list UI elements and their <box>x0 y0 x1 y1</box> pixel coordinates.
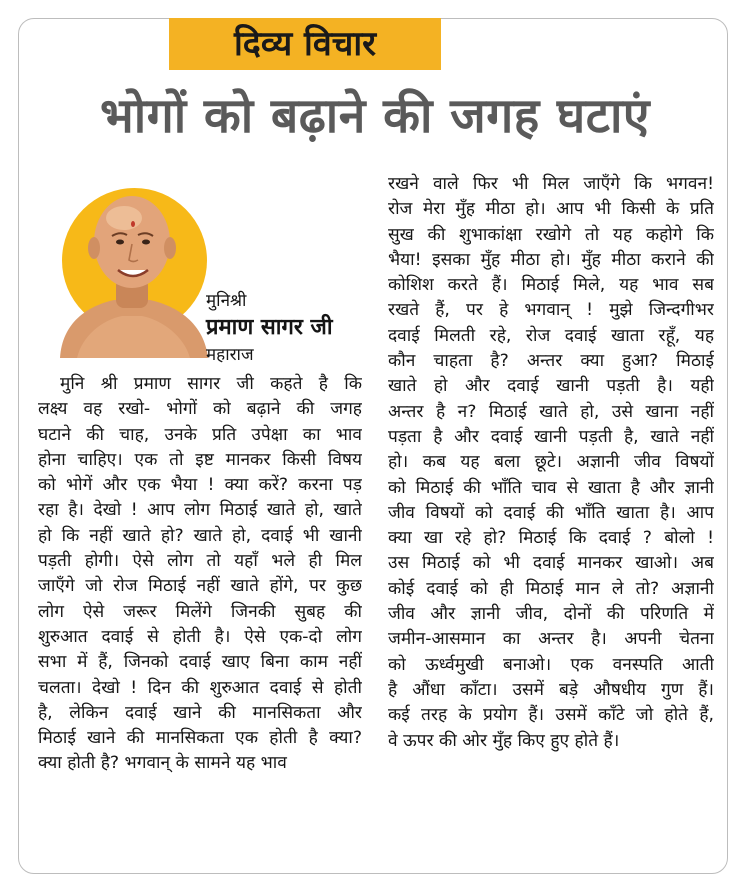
article-text-line: दवाई मिलती रहे, रोज दवाई खाता रहूँ, यह <box>388 325 714 346</box>
article-text-line: चलता। देखो ! दिन की शुरुआत दवाई से होती <box>38 677 362 698</box>
article-text-line: क्या होती है? भगवान् के सामने यह भाव <box>38 753 287 774</box>
article-text-line: हो। कब यह बला छूटे। अज्ञानी जीव विषयों <box>388 452 714 473</box>
article-text-line: सुख की शुभाकांक्षा रखोगे तो यह कहोगे कि <box>388 224 714 245</box>
article-text-line: मुनि श्री प्रमाण सागर जी कहते है कि <box>60 374 362 394</box>
headline: भोगों को बढ़ाने की जगह घटाएं <box>100 88 650 144</box>
article-column-left <box>38 372 362 777</box>
article-text-line: लोग ऐसे जरूर मिलेंगे जिनकी सुबह की <box>38 601 362 622</box>
author-prefix: मुनिश्री <box>206 291 247 311</box>
article-text-line: हो कि नहीं खाते हो? खाते हो, दवाई भी खानी <box>38 525 362 546</box>
article-text-line: को भोगें और एक भैया ! क्या करें? करना पड़ <box>38 475 362 496</box>
article-text-line: जाएँगे जो रोज मिठाई नहीं खाते होंगे, पर कुछ <box>38 576 362 597</box>
section-tag: दिव्य विचार <box>169 18 441 70</box>
article-text-line: को ऊर्ध्वमुखी बनाओ। एक वनस्पति आती <box>388 654 714 675</box>
article-text-line: वे ऊपर की ओर मुँह किए हुए होते हैं। <box>388 730 620 751</box>
article-text-line: घटाने की चाह, उनके प्रति उपेक्षा का भाव <box>38 424 362 445</box>
article-text-line: रहा है। देखो ! आप लोग मिठाई खाते हो, खाते <box>38 500 362 521</box>
author-suffix: महाराज <box>206 345 254 365</box>
article-text-line: होना चाहिए। एक तो इष्ट मानकर किसी विषय <box>38 449 362 470</box>
article-text-line: उस मिठाई को भी दवाई मानकर खाओ। अब <box>388 553 714 574</box>
article-text-line: लक्ष्य वह रखो- भोगों को बढ़ाने की जगह <box>38 399 362 420</box>
article-text-line: जीव विषयों को दवाई की भाँति खाता है। आप <box>388 502 714 523</box>
article-text-line: को मिठाई की भाँति चाव से खाता है और ज्ञानी <box>388 477 714 498</box>
article-text-line: रखने वाले फिर भी मिल जाएँगे कि भगवन! <box>388 174 714 194</box>
article-column-right <box>388 172 714 754</box>
monk-portrait-image <box>52 178 212 358</box>
article-text-line: जमीन-आसमान का अन्तर है। अपनी चेतना <box>388 629 714 650</box>
article-text-line: कोई दवाई को ही मिठाई मान ले तो? अज्ञानी <box>388 578 714 599</box>
article-text-line: कई तरह के प्रयोग हैं। उसमें काँटे जो होते हैं, <box>388 705 714 726</box>
article-text-line: भैया! इसका मुँह मीठा हो। मुँह मीठा कराने की <box>388 249 714 270</box>
article-text-line: रोज मेरा मुँह मीठा हो। आप भी किसी के प्रति <box>388 199 714 220</box>
article-text-line: सभा में हैं, जिनको दवाई खाए बिना काम नहीं <box>38 652 362 673</box>
article-text-line: कोशिश करते हैं। मिठाई मिले, यह भाव सब <box>388 275 714 296</box>
article-text-line: कौन चाहता है? अन्तर क्या हुआ? मिठाई <box>388 351 714 372</box>
author-name: प्रमाण सागर जी <box>206 315 333 340</box>
article-text-line: जीव और ज्ञानी जीव, दोनों की परिणति में <box>388 604 714 625</box>
article-text-line: पड़ता है और दवाई खानी पड़ती है, खाते नहीं <box>388 426 714 447</box>
article-text-line: मिठाई खाने की मानसिकता एक होती है क्या? <box>38 728 362 749</box>
article-text-line: रखते हैं, पर हे भगवान् ! मुझे जिन्दगीभर <box>388 300 714 321</box>
article-text-line: है, लेकिन दवाई खाने की मानसिकता और <box>38 702 362 723</box>
article-text-line: खाते हो और दवाई खानी पड़ती है। यही <box>388 376 714 397</box>
article-text-line: है औंधा काँटा। उसमें बड़े औषधीय गुण हैं। <box>388 679 714 700</box>
article-text-line: शुरुआत दवाई से होती है। ऐसे एक-दो लोग <box>38 626 362 647</box>
article-text-line: अन्तर है न? मिठाई खाते हो, उसे खाना नहीं <box>388 401 714 422</box>
article-text-line: क्या खा रहे हो? मिठाई कि दवाई ? बोलो ! <box>388 528 714 549</box>
article-text-line: पड़ती होगी। ऐसे लोग तो यहाँ भले ही मिल <box>38 551 362 572</box>
